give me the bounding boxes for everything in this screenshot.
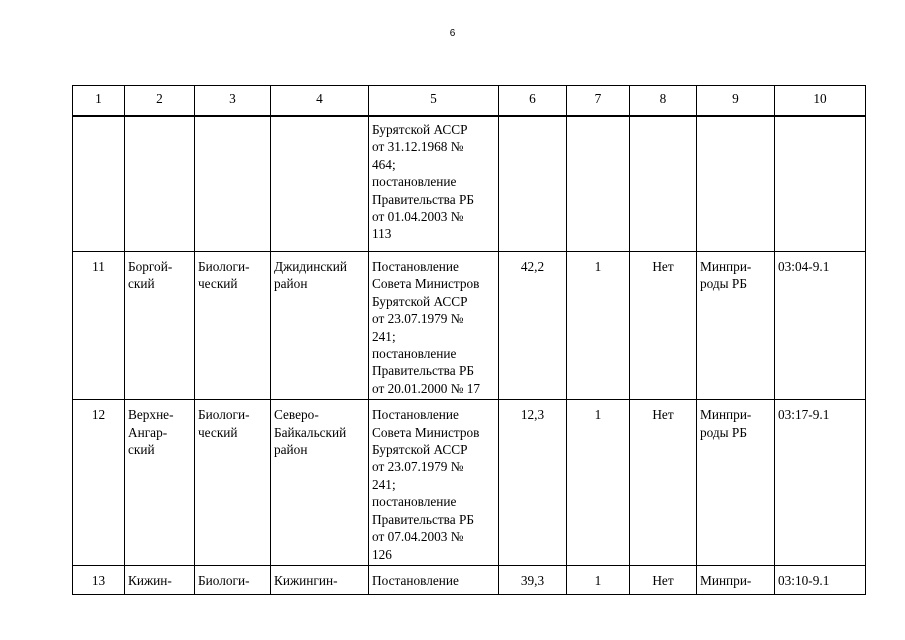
header-cell-10: 10: [775, 86, 866, 117]
reserves-table: [72, 85, 866, 595]
cell-area: 42,2: [499, 252, 567, 400]
cell-area: [499, 116, 567, 252]
cell-document-line: Правительства РБ: [372, 191, 475, 207]
cell-name-line: Ангар-: [128, 424, 168, 440]
cell-district-line: район: [274, 442, 308, 458]
cell-district: [271, 565, 369, 594]
cell-code: 03:04-9.1: [775, 252, 866, 400]
cell-district-line: Джидинский: [274, 259, 347, 274]
cell-document-line: Бурятской АССР: [372, 442, 468, 458]
cell-district-line: район: [274, 276, 308, 292]
cell-profile: [195, 565, 271, 594]
cell-profile-line: ческий: [198, 424, 238, 440]
cell-profile: [195, 116, 271, 252]
cell-count: 1: [567, 565, 630, 594]
cell-authority-line: роды РБ: [700, 424, 747, 440]
cell-name: [125, 565, 195, 594]
cell-profile-line: Биологи-: [198, 259, 250, 274]
header-cell-3: 3: [195, 86, 271, 117]
header-cell-8: 8: [630, 86, 697, 117]
cell-count: 1: [567, 400, 630, 566]
cell-district-line: Северо-: [274, 407, 319, 423]
cell-authority: [697, 400, 775, 566]
cell-number: [73, 116, 125, 252]
cell-district: [271, 400, 369, 566]
cell-document-line: от 01.04.2003 №: [372, 209, 464, 225]
cell-document: [369, 252, 499, 400]
cell-count: 1: [567, 252, 630, 400]
cell-code: 03:17-9.1: [775, 400, 866, 566]
cell-profile-line: Биологи-: [198, 572, 250, 588]
cell-district: [271, 252, 369, 400]
table-row: [73, 116, 866, 252]
cell-document-line: Правительства РБ: [372, 511, 475, 527]
cell-col8: Нет: [630, 252, 697, 400]
header-cell-5: 5: [369, 86, 499, 117]
cell-document-line: 126: [372, 546, 392, 562]
cell-document: [369, 400, 499, 566]
cell-document-line: от 23.07.1979 №: [372, 459, 464, 475]
cell-code: 03:10-9.1: [775, 565, 866, 594]
cell-name-line: ский: [128, 276, 155, 292]
cell-document-line: 241;: [372, 476, 396, 492]
cell-number: 12: [73, 400, 125, 566]
cell-document-line: Бурятской АССР: [372, 293, 468, 309]
cell-document-line: Постановление: [372, 572, 459, 588]
cell-document-line: 241;: [372, 328, 396, 344]
cell-district-line: Кижингин-: [274, 572, 338, 588]
page-number: 6: [449, 28, 456, 39]
cell-name-line: Кижин-: [128, 572, 172, 588]
cell-document-line: Постановление: [372, 407, 459, 423]
cell-authority-line: Минпри-: [700, 572, 752, 588]
cell-document: [369, 116, 499, 252]
cell-document-line: от 23.07.1979 №: [372, 311, 464, 327]
cell-col8: Нет: [630, 565, 697, 594]
cell-district: [271, 116, 369, 252]
cell-name: [125, 252, 195, 400]
header-cell-2: 2: [125, 86, 195, 117]
cell-document-line: Совета Министров: [372, 276, 480, 292]
cell-document-line: Правительства РБ: [372, 363, 475, 379]
cell-name: [125, 116, 195, 252]
cell-document-line: Бурятской АССР: [372, 122, 468, 137]
table-row: [73, 565, 866, 594]
cell-document-line: 464;: [372, 156, 396, 172]
header-cell-6: 6: [499, 86, 567, 117]
cell-col8: [630, 116, 697, 252]
cell-authority: [697, 252, 775, 400]
cell-profile-line: Биологи-: [198, 407, 250, 423]
cell-document-line: постановление: [372, 346, 457, 362]
table-row: [73, 400, 866, 566]
cell-name-line: Боргой-: [128, 259, 173, 274]
table-row: [73, 252, 866, 400]
cell-number: 11: [73, 252, 125, 400]
cell-document-line: от 07.04.2003 №: [372, 529, 464, 545]
cell-document-line: 113: [372, 226, 392, 242]
cell-authority-line: роды РБ: [700, 276, 747, 292]
cell-count: [567, 116, 630, 252]
cell-name-line: ский: [128, 442, 155, 458]
cell-document: [369, 565, 499, 594]
cell-profile: [195, 400, 271, 566]
cell-authority: [697, 565, 775, 594]
header-cell-9: 9: [697, 86, 775, 117]
header-cell-4: 4: [271, 86, 369, 117]
header-cell-1: 1: [73, 86, 125, 117]
cell-code: [775, 116, 866, 252]
header-cell-7: 7: [567, 86, 630, 117]
header-row: [73, 86, 866, 117]
cell-authority-line: Минпри-: [700, 407, 752, 423]
cell-area: 39,3: [499, 565, 567, 594]
cell-district-line: Байкальский: [274, 424, 347, 440]
cell-area: 12,3: [499, 400, 567, 566]
cell-profile-line: ческий: [198, 276, 238, 292]
cell-col8: Нет: [630, 400, 697, 566]
cell-authority: [697, 116, 775, 252]
cell-name: [125, 400, 195, 566]
cell-name-line: Верхне-: [128, 407, 174, 423]
cell-document-line: Совета Министров: [372, 424, 480, 440]
cell-document-line: постановление: [372, 174, 457, 190]
cell-profile: [195, 252, 271, 400]
cell-document-line: постановление: [372, 494, 457, 510]
cell-document-line: Постановление: [372, 259, 459, 274]
cell-authority-line: Минпри-: [700, 259, 752, 274]
cell-document-line: от 31.12.1968 №: [372, 139, 464, 155]
cell-number: 13: [73, 565, 125, 594]
cell-document-line: от 20.01.2000 № 17: [372, 380, 481, 396]
